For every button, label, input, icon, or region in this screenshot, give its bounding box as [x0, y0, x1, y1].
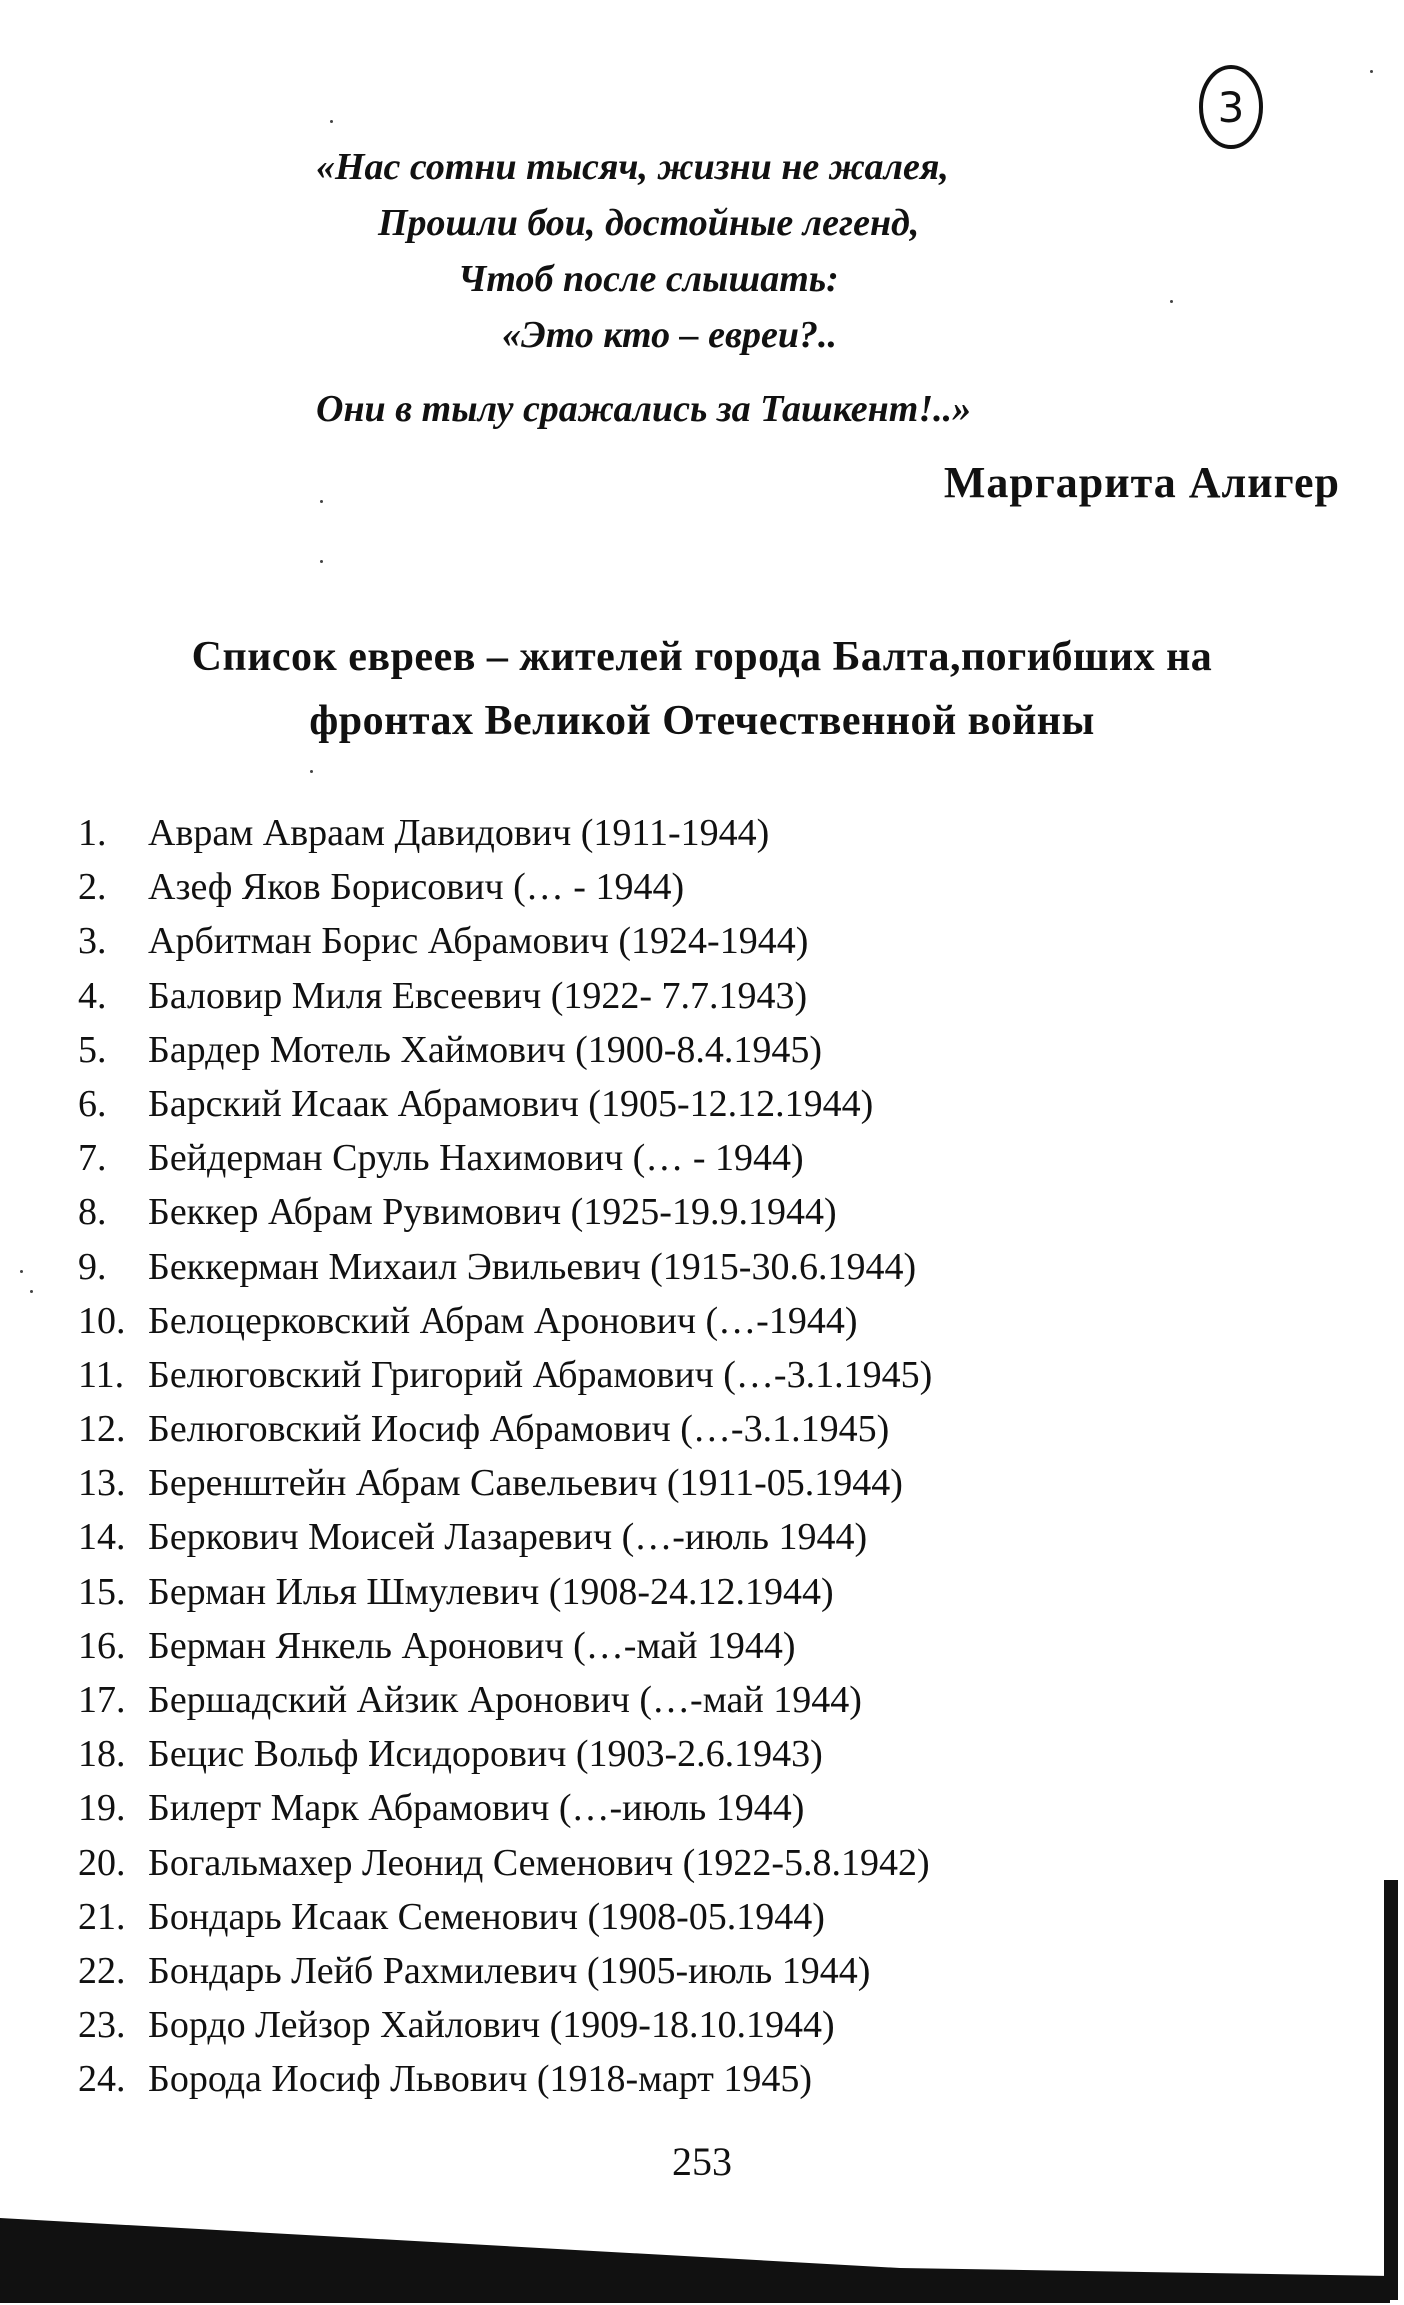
scan-edge-right	[1384, 1880, 1398, 2300]
list-item-text: Белюговский Григорий Абрамович (…-3.1.1945)	[148, 1353, 933, 1396]
list-item-text: Беренштейн Абрам Савельевич (1911-05.1944)	[148, 1462, 903, 1505]
list-item	[78, 1131, 1318, 1185]
scan-speck	[320, 560, 323, 563]
list-item-text: Арбитман Борис Абрамович (1924-1944)	[148, 920, 809, 963]
list-item	[78, 860, 1318, 914]
list-item	[78, 969, 1318, 1023]
list-title	[0, 625, 1404, 753]
list-item	[78, 1510, 1318, 1564]
list-item	[78, 1348, 1318, 1402]
list-item-number: 7.	[78, 1137, 107, 1180]
scan-speck	[20, 1270, 23, 1273]
list-item-number: 14.	[78, 1516, 126, 1559]
list-item	[78, 1565, 1318, 1619]
list-item-text: Богальмахер Леонид Семенович (1922-5.8.1942)	[148, 1841, 930, 1884]
list-item-text: Баловир Миля Евсеевич (1922- 7.7.1943)	[148, 974, 808, 1017]
list-item-text: Бондарь Лейб Рахмилевич (1905-июль 1944)	[148, 1949, 871, 1992]
list-item-number: 2.	[78, 866, 107, 909]
list-item-text: Билерт Марк Абрамович (…-июль 1944)	[148, 1787, 805, 1830]
scan-speck	[310, 770, 313, 773]
list-item-number: 22.	[78, 1949, 126, 1992]
list-item-text: Азеф Яков Борисович (… - 1944)	[148, 866, 685, 909]
list-item-number: 5.	[78, 1028, 107, 1071]
list-item-text: Бейдерман Сруль Нахимович (… - 1944)	[148, 1137, 804, 1180]
list-item-number: 12.	[78, 1408, 126, 1451]
list-item-number: 20.	[78, 1841, 126, 1884]
list-item-text: Белюговский Иосиф Абрамович (…-3.1.1945)	[148, 1408, 890, 1451]
list-item-number: 6.	[78, 1082, 107, 1125]
list-item-number: 21.	[78, 1895, 126, 1938]
list-item-number: 17.	[78, 1679, 126, 1721]
scan-speck	[1170, 300, 1173, 303]
list-item-text: Берман Илья Шмулевич (1908-24.12.1944)	[148, 1570, 834, 1613]
list-item	[78, 1240, 1318, 1294]
epigraph-author: Маргарита Алигер	[943, 458, 1340, 507]
list-item	[78, 1294, 1318, 1348]
list-item-text: Барский Исаак Абрамович (1905-12.12.1944)	[148, 1082, 874, 1125]
epigraph-line: «Это кто – евреи?..	[502, 314, 837, 356]
list-item-text: Бордо Лейзор Хайлович (1909-18.10.1944)	[148, 2004, 835, 2047]
names-list	[78, 806, 1318, 2107]
scan-speck	[30, 1290, 33, 1293]
list-item-text: Бардер Мотель Хаймович (1900-8.4.1945)	[148, 1028, 823, 1071]
list-item	[78, 1781, 1318, 1835]
list-item	[78, 1727, 1318, 1781]
list-item-number: 1.	[78, 812, 107, 854]
list-item	[78, 1185, 1318, 1239]
epigraph-line: «Нас сотни тысяч, жизни не жалея,	[316, 146, 949, 188]
list-item-text: Белоцерковский Абрам Аронович (…-1944)	[148, 1299, 858, 1342]
handwritten-page-marker	[1196, 62, 1266, 152]
list-item-number: 16.	[78, 1624, 126, 1667]
list-item	[78, 1077, 1318, 1131]
list-item-text: Беккерман Михаил Эвильевич (1915-30.6.1944)	[148, 1245, 917, 1288]
list-item-text: Бондарь Исаак Семенович (1908-05.1944)	[148, 1895, 825, 1938]
list-item-text: Берман Янкель Аронович (…-май 1944)	[148, 1624, 796, 1667]
list-item	[78, 1402, 1318, 1456]
list-item-number: 19.	[78, 1787, 126, 1830]
list-item-number: 3.	[78, 920, 107, 963]
list-item	[78, 1456, 1318, 1510]
list-item	[78, 1836, 1318, 1890]
list-item-number: 24.	[78, 2058, 126, 2101]
list-item	[78, 1023, 1318, 1077]
list-item-text: Аврам Авраам Давидович (1911-1944)	[148, 812, 770, 854]
page-marker-digit: 3	[1217, 83, 1245, 132]
circle-mark-icon	[1196, 62, 1266, 152]
list-item	[78, 1619, 1318, 1673]
list-item	[78, 914, 1318, 968]
list-item-number: 13.	[78, 1462, 126, 1505]
list-item-text: Бершадский Айзик Аронович (…-май 1944)	[148, 1679, 862, 1721]
list-item-text: Беркович Моисей Лазаревич (…-июль 1944)	[148, 1516, 868, 1559]
list-item-number: 9.	[78, 1245, 107, 1288]
list-item-text: Борода Иосиф Львович (1918-март 1945)	[148, 2058, 813, 2101]
list-item	[78, 806, 1318, 860]
page-number: 253	[672, 2139, 732, 2184]
scan-speck	[330, 120, 333, 123]
epigraph-line: Они в тылу сражались за Ташкент!..»	[316, 388, 972, 430]
list-item-number: 8.	[78, 1191, 107, 1234]
list-item-number: 10.	[78, 1299, 126, 1342]
list-item-text: Беккер Абрам Рувимович (1925-19.9.1944)	[148, 1191, 837, 1234]
list-item	[78, 2052, 1318, 2106]
list-title-line: Список евреев – жителей города Балта,погибших на	[191, 634, 1213, 680]
epigraph-line: Чтоб после слышать:	[458, 258, 839, 300]
list-item	[78, 1673, 1318, 1727]
list-item	[78, 1890, 1318, 1944]
list-item-number: 18.	[78, 1733, 126, 1776]
scan-edge-shadow	[0, 2218, 1390, 2303]
list-item-number: 23.	[78, 2004, 126, 2047]
list-item-number: 4.	[78, 974, 107, 1017]
scan-speck	[320, 500, 323, 503]
list-title-line: фронтах Великой Отечественной войны	[309, 698, 1095, 744]
epigraph-line: Прошли бои, достойные легенд,	[378, 202, 920, 244]
list-item-number: 15.	[78, 1570, 126, 1613]
list-item	[78, 1944, 1318, 1998]
list-item-number: 11.	[78, 1353, 125, 1396]
list-item	[78, 1998, 1318, 2052]
scan-speck	[1370, 70, 1373, 73]
list-item-text: Бецис Вольф Исидорович (1903-2.6.1943)	[148, 1733, 823, 1776]
